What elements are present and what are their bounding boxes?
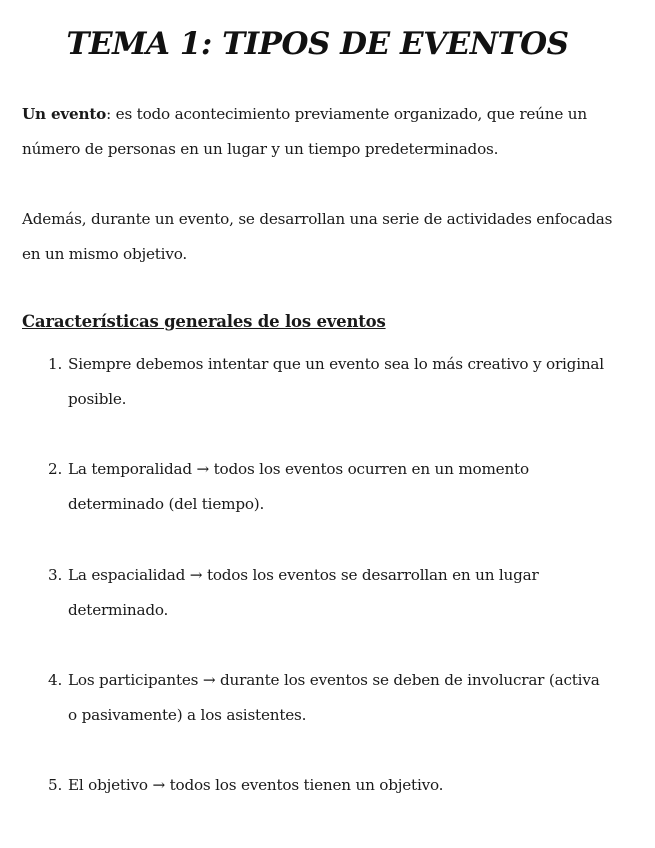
page-title: TEMA 1: TIPOS DE EVENTOS bbox=[66, 26, 569, 62]
list-item bbox=[48, 558, 608, 628]
list-item-text: La temporalidad → todos los eventos ocurren en un momento determinado (del tiempo). bbox=[68, 460, 529, 513]
definition-text: : es todo acontecimiento previamente organizado, que reúne un número de personas en un lugar y un tiempo predeterminados. bbox=[22, 105, 587, 158]
list-item bbox=[48, 347, 608, 417]
list-item bbox=[48, 452, 608, 522]
list-item-text: La espacialidad → todos los eventos se desarrollan en un lugar determinado. bbox=[68, 566, 539, 619]
section-heading: Características generales de los eventos bbox=[22, 312, 386, 331]
list-item-number: 3. bbox=[48, 566, 63, 584]
list-item-number: 5. bbox=[48, 776, 63, 794]
list-item-text: El objetivo → todos los eventos tienen un objetivo. bbox=[68, 776, 444, 794]
list-item-text: Siempre debemos intentar que un evento sea lo más creativo y original posible. bbox=[68, 355, 604, 408]
list-item bbox=[48, 768, 608, 803]
list-item-number: 1. bbox=[48, 355, 63, 373]
list-item-number: 4. bbox=[48, 671, 63, 689]
intro-paragraph: Además, durante un evento, se desarrollan una serie de actividades enfocadas en un mismo objetivo. bbox=[22, 210, 613, 263]
list-item-number: 2. bbox=[48, 460, 63, 478]
list-item-text: Los participantes → durante los eventos se deben de involucrar (activa o pasivamente) a los asistentes. bbox=[68, 671, 600, 724]
list-item bbox=[48, 663, 608, 733]
definition-term: Un evento bbox=[22, 105, 107, 123]
definition-paragraph bbox=[22, 97, 622, 167]
